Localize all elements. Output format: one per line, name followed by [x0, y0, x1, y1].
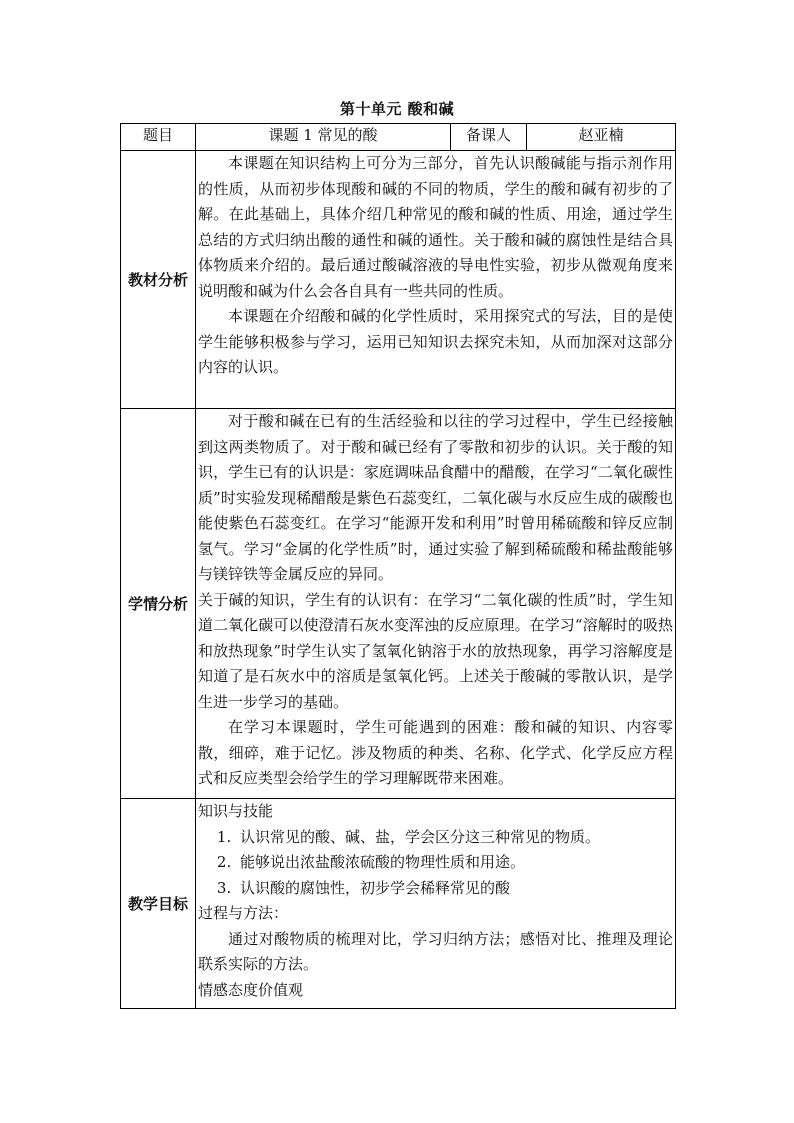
learner-analysis-paragraph: 对于酸和碱在已有的生活经验和以往的学习过程中，学生已经接触到这两类物质了。对于酸和碱已经有了零散和初步的认识。关于酸的知识，学生已有的认识是：家庭调味品食醋中的醋酸，在学习“二氧化碳性质”时实验发现稀醋酸是紫色石蕊变红，二氧化碳与水反应生成的碳酸也能使紫色石蕊变红。在学习“能源开发和利用”时曾用稀硫酸和锌反应制氢气。学习“金属的化学性质”时，通过实验了解到稀硫酸和稀盐酸能够与镁锌铁等金属反应的异同。 [198, 412, 673, 583]
learner-analysis-label: 学情分析 [121, 409, 196, 799]
header-row [121, 124, 676, 151]
learner-analysis-row [121, 409, 676, 799]
preparer-value: 赵亚楠 [527, 124, 676, 151]
knowledge-item: 3. 认识酸的腐蚀性，初步学会稀释常见的酸 [236, 876, 673, 902]
teaching-goals-content [196, 799, 676, 1009]
preparer-label: 备课人 [451, 124, 527, 151]
topic-value: 课题 1 常见的酸 [196, 124, 451, 151]
attitude-heading: 情感态度价值观 [198, 980, 304, 999]
knowledge-item: 2. 能够说出浓盐酸浓硫酸的物理性质和用途。 [236, 850, 673, 876]
process-heading: 过程与方法： [198, 904, 289, 922]
teaching-goals-row [121, 799, 676, 1009]
topic-label: 题目 [121, 124, 196, 151]
learner-analysis-paragraph: 关于碱的知识，学生有的认识有：在学习“二氧化碳的性质”时，学生知道二氧化碳可以使澄清石灰水变浑浊的反应原理。在学习“溶解时的吸热和放热现象”时学生认实了氢氧化钠溶于水的放热现象，再学习溶解度是知道了是石灰水中的溶质是氢氧化钙。上述关于酸碱的零散认识，是学生进一步学习的基础。 [198, 590, 673, 711]
knowledge-item: 1. 认识常见的酸、碱、盐，学会区分这三种常见的物质。 [236, 825, 673, 851]
material-analysis-paragraph: 本课题在知识结构上可分为三部分，首先认识酸碱能与指示剂作用的性质，从而初步体现酸和碱的不同的物质，学生的酸和碱有初步的了解。在此基础上，具体介绍几种常见的酸和碱的性质、用途，通过学生总结的方式归纳出酸的通性和碱的通性。关于酸和碱的腐蚀性是结合具体物质来介绍的。最后通过酸碱溶液的导电性实验，初步从微观角度来说明酸和碱为什么会各自具有一些共同的性质。 [198, 154, 673, 300]
material-analysis-label: 教材分析 [121, 151, 196, 409]
learner-analysis-content [196, 409, 676, 799]
lesson-plan-table [120, 123, 676, 1009]
material-analysis-paragraph: 本课题在介绍酸和碱的化学性质时，采用探究式的写法，目的是使学生能够积极参与学习，运用已知知识去探究未知，从而加深对这部分内容的认识。 [198, 307, 673, 376]
process-text: 通过对酸物质的梳理对比，学习归纳方法；感悟对比、推理及理论联系实际的方法。 [198, 929, 673, 973]
knowledge-list [198, 825, 673, 902]
teaching-goals-label: 教学目标 [121, 799, 196, 1009]
learner-analysis-paragraph: 在学习本课题时，学生可能遇到的困难：酸和碱的知识、内容零散，细碎，难于记忆。涉及物质的种类、名称、化学式、化学反应方程式和反应类型会给学生的学习理解既带来困难。 [198, 718, 673, 787]
document-title: 第十单元 酸和碱 [339, 100, 455, 118]
material-analysis-content [196, 151, 676, 409]
material-analysis-row [121, 151, 676, 409]
knowledge-heading: 知识与技能 [198, 802, 274, 820]
